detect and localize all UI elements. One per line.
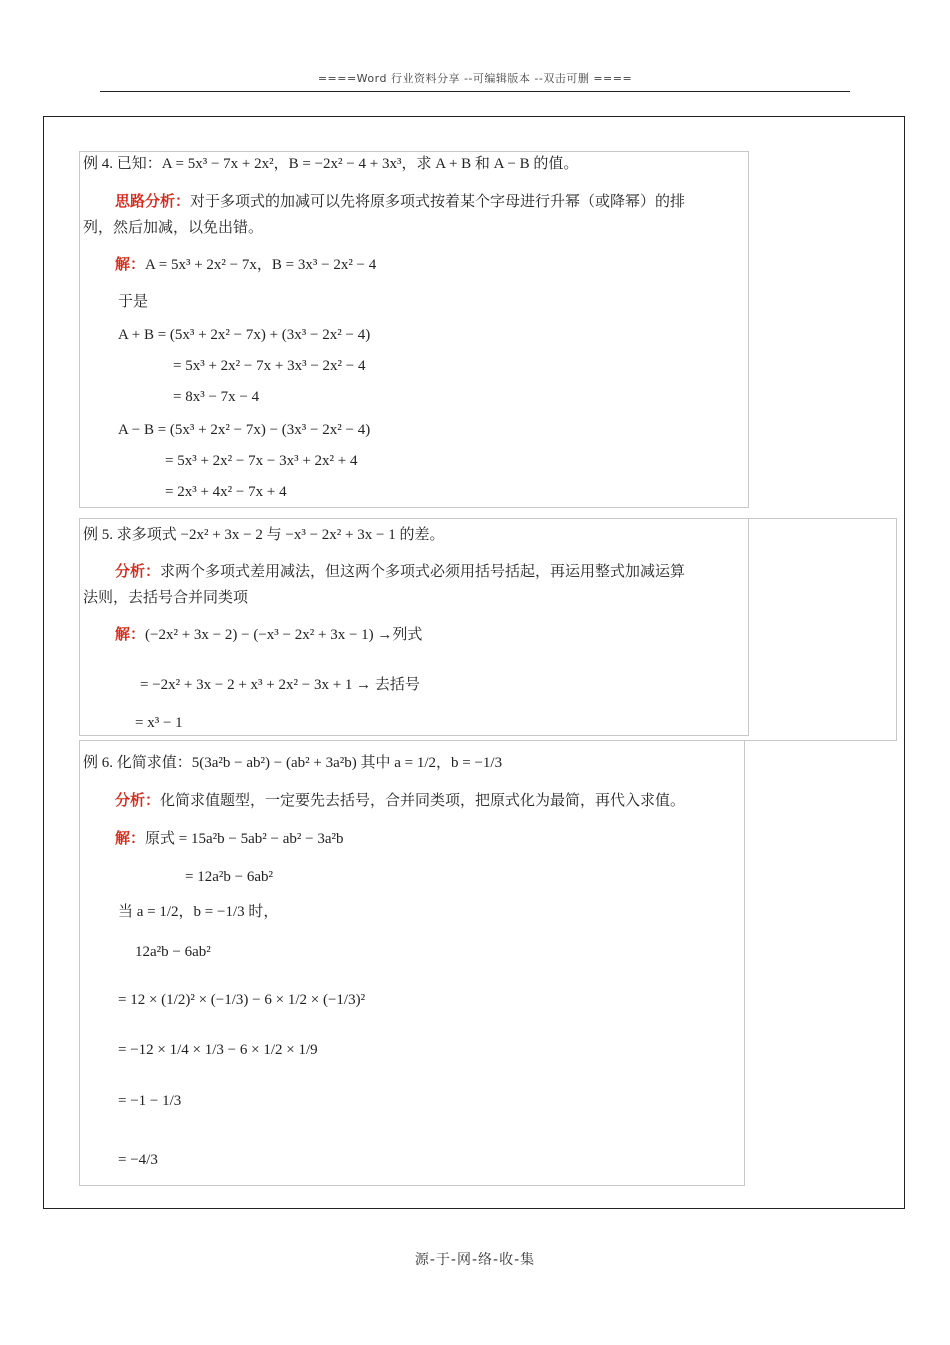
ex4-solution-text: A = 5x³ + 2x² − 7x，B = 3x³ − 2x² − 4 <box>145 257 377 273</box>
ex4-analysis-line1 <box>115 191 685 211</box>
ex6-analysis-line1 <box>115 790 685 810</box>
ex6-question: 例 6. 化简求值：5(3a²b − ab²) − (ab² + 3a²b) 其中 a = 1/2，b = −1/3 <box>83 755 503 771</box>
page-header: ====Word 行业资料分享 --可编辑版本 --双击可删 ==== <box>317 72 633 85</box>
table-rule-vertical <box>896 518 897 741</box>
ex6-analysis-text: 化简求值题型，一定要先去括号，合并同类项，把原式化为最简，再代入求值。 <box>160 791 686 809</box>
ex4-solution-line5: = 8x³ − 7x − 4 <box>173 389 260 405</box>
ex6-solution-line7: = −1 − 1/3 <box>118 1093 182 1109</box>
ex5-question: 例 5. 求多项式 −2x² + 3x − 2 与 −x³ − 2x² + 3x − 1 的差。 <box>83 527 445 543</box>
ex4-solution-line1 <box>115 255 376 275</box>
ex6-solution-line3: 当 a = 1/2，b = −1/3 时， <box>118 904 279 920</box>
ex5-solution-line3: = x³ − 1 <box>135 715 183 731</box>
ex6-solution-text: 原式 = 15a²b − 5ab² − ab² − 3a²b <box>145 831 344 847</box>
ex4-analysis-label: 思路分析： <box>115 192 191 210</box>
ex4-question: 例 4. 已知：A = 5x³ − 7x + 2x²，B = −2x² − 4 + 3x³，求 A + B 和 A − B 的值。 <box>83 156 579 172</box>
ex5-analysis-text: 求两个多项式差用减法，但这两个多项式必须用括号括起，再运用整式加减运算 <box>160 562 686 580</box>
ex4-analysis-line2: 列，然后加减，以免出错。 <box>83 218 264 236</box>
ex4-solution-line2: 于是 <box>118 292 149 310</box>
ex6-solution-line8: = −4/3 <box>118 1152 158 1168</box>
header-rule <box>100 91 850 92</box>
ex6-analysis-label: 分析： <box>115 791 161 809</box>
ex5-solution-line1 <box>115 625 422 645</box>
ex6-solution-label: 解： <box>115 831 146 847</box>
ex5-solution-label: 解： <box>115 627 146 643</box>
ex4-analysis-text: 对于多项式的加减可以先将原多项式按着某个字母进行升幂（或降幂）的排 <box>190 192 686 210</box>
ex5-analysis-label: 分析： <box>115 562 161 580</box>
ex6-solution-line5: = 12 × (1/2)² × (−1/3) − 6 × 1/2 × (−1/3)² <box>118 992 366 1008</box>
ex6-solution-line6: = −12 × 1/4 × 1/3 − 6 × 1/2 × 1/9 <box>118 1042 318 1058</box>
ex4-solution-line4: = 5x³ + 2x² − 7x + 3x³ − 2x² − 4 <box>173 358 366 374</box>
ex6-solution-line2: = 12a²b − 6ab² <box>185 869 273 885</box>
ex4-solution-line6: A − B = (5x³ + 2x² − 7x) − (3x³ − 2x² − 4) <box>118 422 371 438</box>
ex5-analysis-line2: 法则，去括号合并同类项 <box>83 588 249 606</box>
table-rule-right-6 <box>745 740 897 741</box>
ex4-solution-line7: = 5x³ + 2x² − 7x − 3x³ + 2x² + 4 <box>165 453 358 469</box>
ex6-solution-line1 <box>115 829 343 849</box>
ex4-solution-line8: = 2x³ + 4x² − 7x + 4 <box>165 484 287 500</box>
table-rule-right-5 <box>749 518 897 519</box>
ex5-solution-text: (−2x² + 3x − 2) − (−x³ − 2x² + 3x − 1) →列式 <box>145 627 423 643</box>
ex6-solution-line4: 12a²b − 6ab² <box>135 944 211 960</box>
ex4-solution-label: 解： <box>115 257 146 273</box>
ex5-analysis-line1 <box>115 561 685 581</box>
ex5-solution-line2: = −2x² + 3x − 2 + x³ + 2x² − 3x + 1 → 去括号 <box>140 677 420 693</box>
ex4-solution-line3: A + B = (5x³ + 2x² − 7x) + (3x³ − 2x² − 4) <box>118 327 371 343</box>
page-footer: 源-于-网-络-收-集 <box>414 1252 536 1268</box>
